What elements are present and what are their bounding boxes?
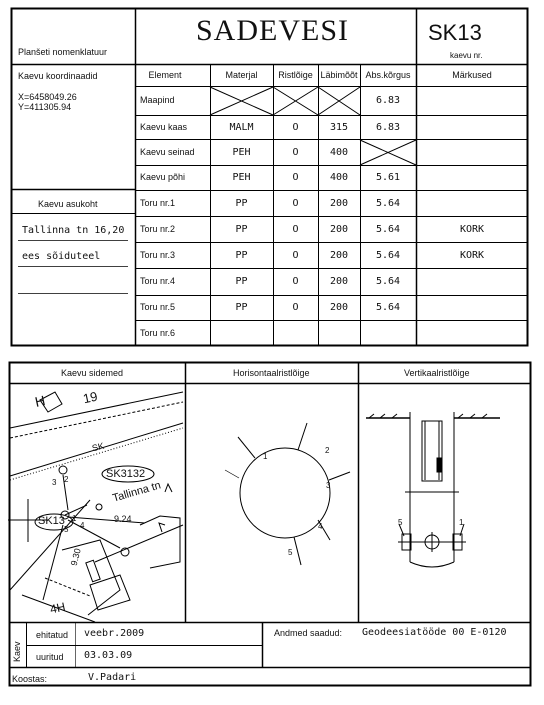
cell-element: Toru nr.3 xyxy=(140,249,176,260)
surveyed-label: uuritud xyxy=(36,652,64,662)
map-label-5: 5 xyxy=(64,525,69,534)
built-label: ehitatud xyxy=(36,630,69,640)
vertical-section-heading: Vertikaalristlõige xyxy=(404,368,470,378)
cell-element: Kaevu seinad xyxy=(140,146,195,157)
coordinate-y: Y=411305.94 xyxy=(18,102,72,112)
cell-diameter: 315 xyxy=(329,121,349,133)
col-header-material: Materjal xyxy=(225,70,258,80)
cell-element: Toru nr.4 xyxy=(140,276,176,286)
pipe-label-4: 4 xyxy=(318,522,323,531)
cell-element: Kaevu põhi xyxy=(140,172,186,182)
map-label-2: 2 xyxy=(64,475,69,484)
col-header-cross: Ristlõige xyxy=(278,70,313,80)
horizontal-section-drawing xyxy=(225,423,350,565)
cell-material: PP xyxy=(235,276,248,287)
cell-element: Toru nr.5 xyxy=(140,302,176,312)
pipe-label-3: 3 xyxy=(326,481,331,490)
connections-heading: Kaevu sidemed xyxy=(61,368,124,378)
footer-side-label: Kaev xyxy=(12,641,22,662)
cell-cross-section: O xyxy=(292,223,299,235)
cell-note: KORK xyxy=(459,249,485,261)
cell-material: PP xyxy=(235,197,248,209)
sheet-label: Planšeti nomenklatuur xyxy=(18,47,108,57)
cell-abs-height: 6.83 xyxy=(375,121,401,133)
coordinate-x: X=6458049.26 xyxy=(18,92,77,102)
cell-diameter: 200 xyxy=(329,197,349,209)
map-house-letter: H xyxy=(33,392,47,410)
cell-abs-height: 6.83 xyxy=(375,95,401,106)
author-label: Koostas: xyxy=(12,674,48,684)
cell-material: PEH xyxy=(232,172,251,183)
cell-element: Maapind xyxy=(140,95,175,105)
well-id-label: kaevu nr. xyxy=(450,51,483,60)
location-line-2: ees sõiduteel xyxy=(22,251,101,262)
vertical-pipe-left: 5 xyxy=(398,518,403,527)
cell-diameter: 200 xyxy=(329,276,349,287)
cell-element: Toru nr.2 xyxy=(140,223,176,234)
cell-material: PP xyxy=(235,302,248,313)
cell-cross-section: O xyxy=(292,172,299,183)
author-value: V.Padari xyxy=(88,672,137,683)
cell-element: Kaevu kaas xyxy=(140,121,188,132)
pipe-label-2: 2 xyxy=(325,446,330,455)
cell-cross-section: O xyxy=(292,197,299,209)
cell-element: Toru nr.1 xyxy=(140,197,176,208)
cell-cross-section: O xyxy=(292,121,299,133)
cell-material: PP xyxy=(235,223,248,235)
map-street: Tallinna tn xyxy=(111,479,163,505)
map-sk-label: SK xyxy=(90,440,106,454)
cell-element: Toru nr.6 xyxy=(140,327,176,338)
cell-diameter: 200 xyxy=(329,302,349,313)
location-line-1: Tallinna tn 16,20 xyxy=(22,225,125,236)
cell-abs-height: 5.61 xyxy=(375,172,401,183)
cell-diameter: 200 xyxy=(329,249,349,261)
cell-diameter: 400 xyxy=(329,146,349,158)
map-distance-1: 9.24 xyxy=(114,514,132,524)
horizontal-section-heading: Horisontaalristlõige xyxy=(233,368,310,378)
map-distance-2: 9.30 xyxy=(68,547,83,567)
coordinates-label: Kaevu koordinaadid xyxy=(18,71,98,81)
cell-abs-height: 5.64 xyxy=(375,223,401,235)
cell-cross-section: O xyxy=(292,249,299,261)
col-header-diameter: Läbimõõt xyxy=(320,70,358,80)
cell-cross-section: O xyxy=(292,276,299,287)
cell-diameter: 400 xyxy=(329,172,349,183)
source-value: Geodeesiatööde 00 E-0120 xyxy=(362,627,507,638)
map-neighbor-well: SK3132 xyxy=(106,468,146,480)
map-label-3: 3 xyxy=(52,478,57,487)
surveyed-value: 03.03.09 xyxy=(84,650,133,661)
cell-note: KORK xyxy=(459,223,485,235)
well-id: SK13 xyxy=(428,20,482,45)
map-house-number: 19 xyxy=(81,388,99,407)
map-well-label: SK13 xyxy=(38,515,65,527)
col-header-abs: Abs.kõrgus xyxy=(365,70,411,80)
vertical-pipe-right: 1 xyxy=(459,518,464,527)
cell-abs-height: 5.64 xyxy=(375,197,401,209)
cell-abs-height: 5.64 xyxy=(375,302,401,313)
cell-cross-section: O xyxy=(292,302,299,313)
map-label-1: 1 xyxy=(72,514,77,523)
pipe-label-5: 5 xyxy=(288,548,293,557)
cell-cross-section: O xyxy=(292,146,299,158)
col-header-notes: Märkused xyxy=(452,70,492,80)
cell-abs-height: 5.64 xyxy=(375,276,401,287)
location-map xyxy=(8,392,183,622)
map-label-4: 4 xyxy=(80,521,85,530)
pipe-label-1: 1 xyxy=(263,452,268,461)
col-header-element: Element xyxy=(148,70,182,80)
cell-diameter: 200 xyxy=(329,223,349,235)
cell-material: PEH xyxy=(232,146,251,158)
page-title: SADEVESI xyxy=(196,14,350,47)
cell-material: MALM xyxy=(229,121,254,133)
map-house-2: 4H xyxy=(48,599,67,617)
source-label: Andmed saadud: xyxy=(274,628,343,638)
cell-material: PP xyxy=(235,249,248,261)
cell-abs-height: 5.64 xyxy=(375,249,401,261)
vertical-section-drawing xyxy=(366,412,500,567)
location-label: Kaevu asukoht xyxy=(38,199,98,209)
built-value: veebr.2009 xyxy=(84,628,145,639)
